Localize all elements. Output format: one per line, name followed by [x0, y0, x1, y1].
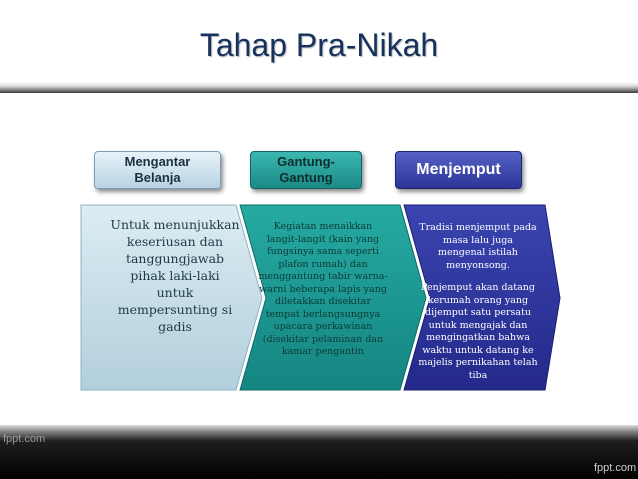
column-text-3: [418, 222, 538, 392]
watermark-right: fppt.com: [594, 462, 637, 474]
watermark-left: fppt.com: [3, 433, 46, 445]
header-label-2: Gantung- Gantung: [277, 154, 335, 185]
column-3-paragraph-2: Penjemput akan datang kerumah orang yang dijemput satu persatu untuk mengajak dan mengingatkan bahwa waktu untuk datang ke majelis pernikahan telah tiba: [418, 282, 538, 381]
column-text-2: Kegiatan menaikkan langit-langit (kain yang fungsinya sama seperti plafon rumah) dan menggantung tabir warna-warni beberapa lapis yang diletakkan disekitar tempat berlangsungnya upacara perkawinan (disekitar pelaminan dan kamar pengantin: [258, 221, 388, 357]
slide-title: Tahap Pra-Nikah: [199, 27, 439, 63]
header-label-3: Menjemput: [416, 161, 501, 178]
column-text-1: Untuk menunjukkan keseriusan dan tanggungjawab pihak laki-laki untuk mempersunting si gadis: [110, 217, 240, 334]
column-3-paragraph-1: Tradisi menjemput pada masa lalu juga mengenal istilah menyonsong.: [419, 222, 537, 271]
header-label-1: Mengantar Belanja: [124, 154, 191, 185]
footer-band: [0, 425, 638, 479]
